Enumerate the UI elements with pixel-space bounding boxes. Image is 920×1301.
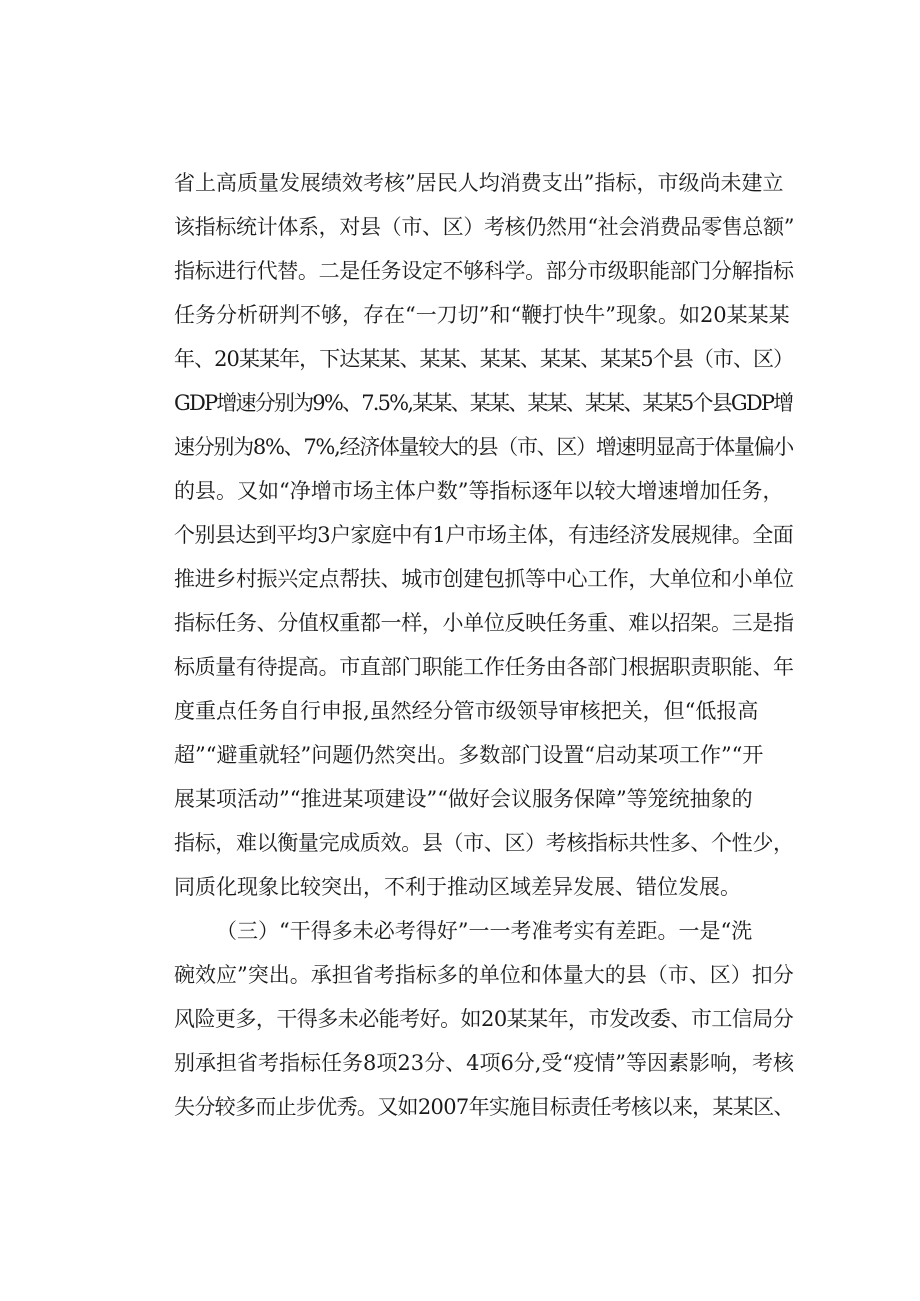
text-line-3: 指标进行代替。二是任务设定不够科学。部分市级职能部门分解指标 [174,259,794,283]
text-line-15: 展某项活动”“推进某项建设”“做好会议服务保障”等笼统抽象的 [174,787,753,811]
text-line-22: 失分较多而止步优秀。又如2007年实施目标责任考核以来，某某区、 [174,1095,794,1119]
text-line-9: 个别县达到平均3户家庭中有1户市场主体，有违经济发展规律。全面 [174,523,794,547]
text-line-20: 风险更多，干得多未必能考好。如20某某年，市发改委、市工信局分 [174,1007,794,1031]
text-line-12: 标质量有待提高。市直部门职能工作任务由各部门根据职责职能、年 [174,655,794,679]
text-line-4: 任务分析研判不够，存在“一刀切”和“鞭打快牛”现象。如20某某某 [174,303,790,327]
text-line-8: 的县。又如“净增市场主体户数”等指标逐年以较大增速增加任务， [174,479,784,503]
text-line-5: 年、20某某年，下达某某、某某、某某、某某、某某5个县（市、区） [174,347,794,371]
text-line-16: 指标，难以衡量完成质效。县（市、区）考核指标共性多、个性少， [174,831,794,855]
text-line-19: 碗效应”突出。承担省考指标多的单位和体量大的县（市、区）扣分 [174,963,794,987]
text-line-1: 省上高质量发展绩效考核”居民人均消费支出”指标，市级尚未建立 [174,171,784,195]
text-line-13: 度重点任务自行申报,虽然经分管市级领导审核把关，但“低报高 [174,699,759,723]
text-line-10: 推进乡村振兴定点帮扶、城市创建包抓等中心工作，大单位和小单位 [174,567,794,591]
text-line-14: 超”“避重就轻”问题仍然突出。多数部门设置“启动某项工作”“开 [174,743,764,767]
text-line-21: 别承担省考指标任务8项23分、4项6分,受“疫情”等因素影响，考核 [174,1051,794,1075]
text-line-7: 速分别为8%、7%,经济体量较大的县（市、区）增速明显高于体量偏小 [174,435,794,459]
text-line-2: 该指标统计体系，对县（市、区）考核仍然用“社会消费品零售总额” [174,215,795,239]
text-line-6: GDP增速分别为9%、7.5%,某某、某某、某某、某某、某某5个县GDP增 [174,391,793,415]
section-heading-line: （三）“干得多未必考得好”一一考准考实有差距。一是“洗 [216,919,753,943]
text-line-11: 指标任务、分值权重都一样，小单位反映任务重、难以招架。三是指 [174,611,794,635]
text-line-17: 同质化现象比较突出，不利于推动区域差异发展、错位发展。 [174,875,741,899]
